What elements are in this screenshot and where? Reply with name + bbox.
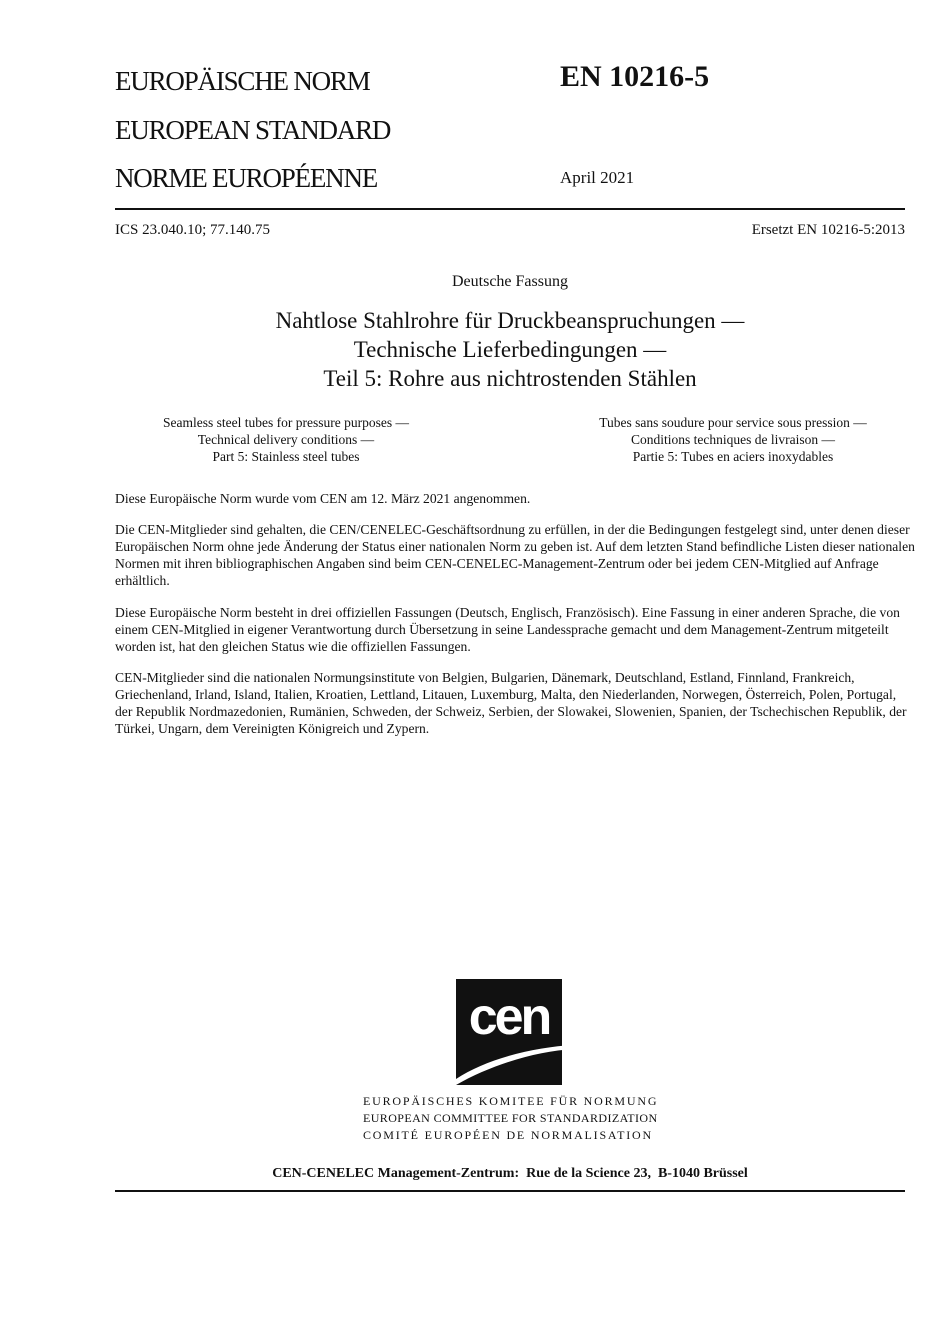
committee-name-de: EUROPÄISCHES KOMITEE FÜR NORMUNG bbox=[363, 1094, 659, 1108]
cen-logo-icon bbox=[456, 979, 574, 1085]
management-centre-address: CEN-CENELEC Management-Zentrum: Rue de la Science 23, B-1040 Brüssel bbox=[272, 1166, 748, 1181]
standard-number: EN 10216-5 bbox=[560, 60, 710, 93]
publication-date: April 2021 bbox=[560, 168, 635, 187]
committee-name-en: EUROPEAN COMMITTEE FOR STANDARDIZATION bbox=[363, 1111, 658, 1125]
norm-title-fr: NORME EUROPÉENNE bbox=[115, 163, 378, 193]
main-title-de bbox=[0, 306, 950, 393]
footer-divider bbox=[115, 1190, 905, 1192]
norm-title-en: EUROPEAN STANDARD bbox=[115, 115, 391, 145]
title-fr-line: Partie 5: Tubes en aciers inoxydables bbox=[632, 449, 834, 464]
paragraph-adoption: Diese Europäische Norm wurde vom CEN am 12. März 2021 angenommen. bbox=[115, 491, 531, 506]
title-en-line: Part 5: Stainless steel tubes bbox=[212, 449, 360, 464]
paragraph-members-obligation: Die CEN-Mitglieder sind gehalten, die CEN/CENELEC-Geschäftsordnung zu erfüllen, in der die Bedingungen festgelegt sind, unter denen dieser Europäischen Norm ohne jede Änderung der Status einer nationalen Norm zu geben ist. Auf dem letzten Stand befindliche Listen dieser nationalen Normen mit ihren bibliographischen Angaben sind beim CEN-CENELEC-Management-Zentrum oder bei jedem CEN-Mitglied auf Anfrage erhältlich. bbox=[115, 522, 915, 588]
ics-codes: ICS 23.040.10; 77.140.75 bbox=[115, 222, 271, 238]
replaces-note: Ersetzt EN 10216-5:2013 bbox=[751, 222, 905, 238]
main-title-line: Teil 5: Rohre aus nichtrostenden Stählen bbox=[323, 366, 697, 391]
title-fr-line: Tubes sans soudure pour service sous pression — bbox=[599, 415, 867, 430]
title-en-line: Seamless steel tubes for pressure purposes — bbox=[163, 415, 409, 430]
paragraph-member-list: CEN-Mitglieder sind die nationalen Normungsinstitute von Belgien, Bulgarien, Dänemark, Deutschland, Estland, Finnland, Frankreich, Griechenland, Irland, Island, Italien, Kroatien, Lettland, Litauen, Luxemburg, Malta, den Niederlanden, Norwegen, Österreich, Polen, Portugal, der Republik Nordmazedonien, Rumänien, Schweden, der Schweiz, Serbien, der Slowakei, Slowenien, Spanien, der Tschechischen Republik, der Türkei, Ungarn, dem Vereinigten Königreich und Zypern. bbox=[115, 670, 907, 736]
committee-name-fr: COMITÉ EUROPÉEN DE NORMALISATION bbox=[363, 1128, 653, 1142]
header-divider bbox=[115, 208, 905, 210]
title-en bbox=[86, 414, 486, 465]
main-title-line: Technische Lieferbedingungen — bbox=[353, 337, 667, 362]
norm-title-de: EUROPÄISCHE NORM bbox=[115, 66, 370, 96]
title-fr bbox=[533, 414, 933, 465]
title-fr-line: Conditions techniques de livraison — bbox=[631, 432, 835, 447]
svg-text:cen: cen bbox=[468, 988, 550, 1046]
main-title-line: Nahtlose Stahlrohre für Druckbeanspruchungen — bbox=[275, 308, 745, 333]
version-label: Deutsche Fassung bbox=[452, 273, 568, 290]
title-en-line: Technical delivery conditions — bbox=[197, 432, 375, 447]
paragraph-official-versions: Diese Europäische Norm besteht in drei offiziellen Fassungen (Deutsch, Englisch, Französisch). Eine Fassung in einer anderen Sprache, die von einem CEN-Mitglied in eigener Verantwortung durch Übersetzung in seine Landessprache gemacht und dem Management-Zentrum mitgeteilt worden ist, hat den gleichen Status wie die offiziellen Fassungen. bbox=[115, 605, 900, 654]
